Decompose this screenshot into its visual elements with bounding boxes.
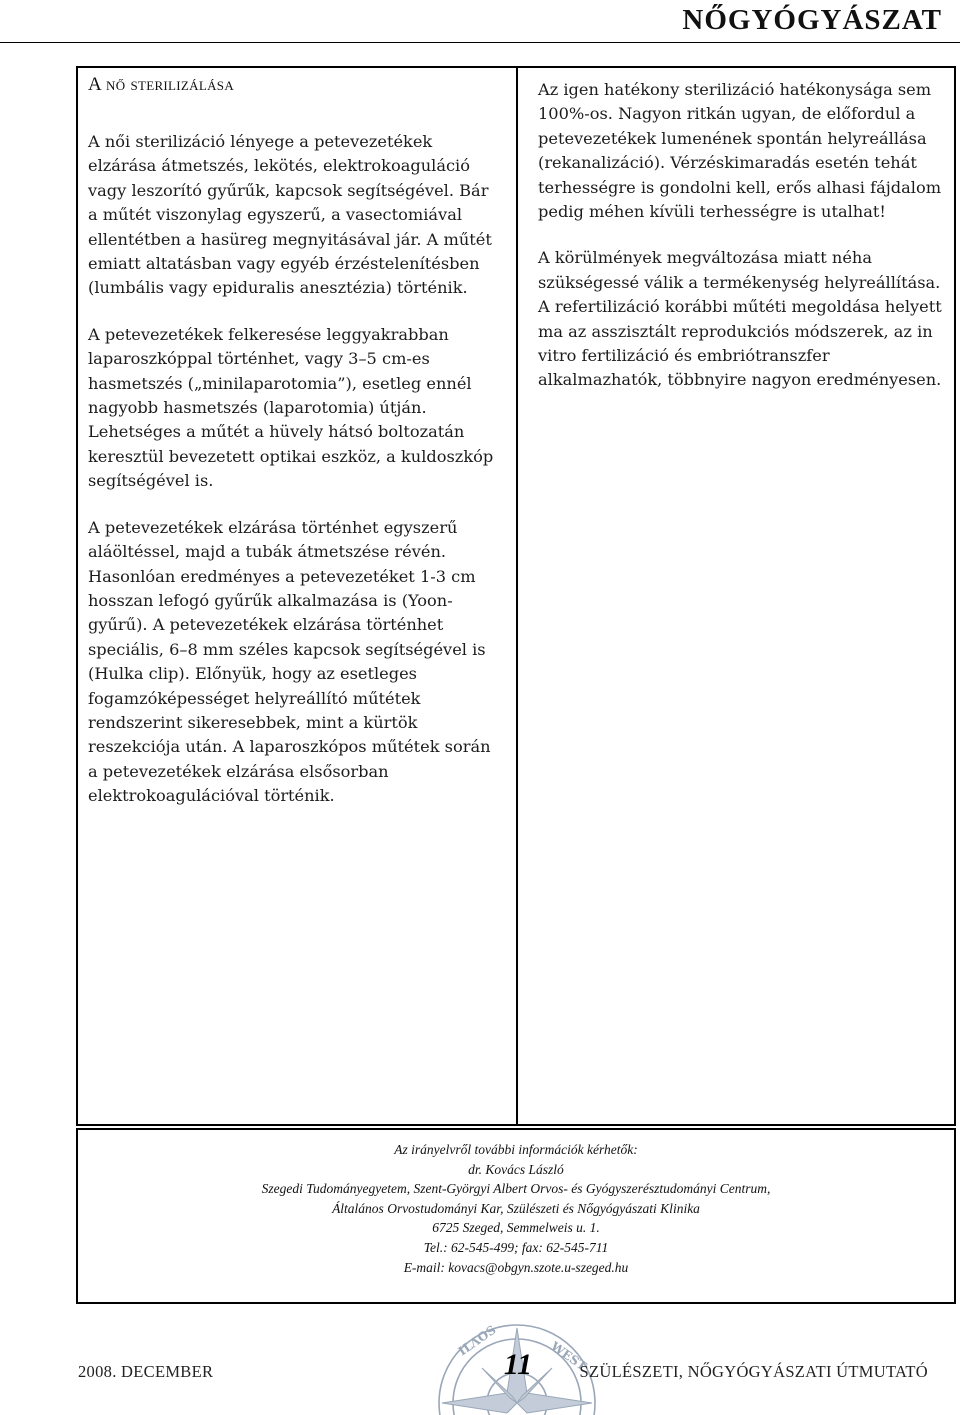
- column-divider: [516, 66, 518, 1126]
- paragraph-refertilization: A körülmények megváltozása miatt néha szükségessé válik a termékenység helyreállítása. A refertilizáció korábbi műtéti megoldása helyett ma az asszisztált reprodukciós módszerek, az in vitro fertilizáció és embriótranszfer alkalmazhatók, többnyire nagyon eredményesen.: [538, 248, 942, 390]
- svg-text:WEST: WEST: [548, 1338, 590, 1374]
- paragraph-surgical-access: A petevezetékek felkeresése leggyakrabban laparoszkóppal történhet, vagy 3–5 cm-es hasmetszés („minilaparotomia”), esetleg ennél nagyobb hasmetszés (laparotomia) útján. Lehetséges a műtét a hüvely hátsó boltozatán keresztül bevezetett optikai eszköz, a kuldoszkóp segítségével is.: [88, 324, 494, 491]
- contact-email: E-mail: kovacs@obgyn.szote.u-szeged.hu: [403, 1259, 629, 1275]
- footer-date: 2008. DECEMBER: [78, 1362, 214, 1381]
- contact-box: [76, 1128, 956, 1304]
- right-column: [538, 78, 948, 415]
- footer-publication-title: SZÜLÉSZETI, NŐGYÓGYÁSZATI ÚTMUTATÓ: [579, 1362, 928, 1381]
- contact-phone: Tel.: 62-545-499; fax: 62-545-711: [423, 1239, 609, 1255]
- contact-name: dr. Kovács László: [468, 1161, 564, 1177]
- paragraph-sterilization-overview: A női sterilizáció lényege a petevezetékek elzárása átmetszés, lekötés, elektrokoaguláció vagy leszorító gyűrűk, kapcsok segítségével. Bár a műtét viszonylag egyszerű, a vasectomiával ellentétben a hasüreg megnyitásával jár. A műtét emiatt altatásban vagy egyéb érzéstelenítésben (lumbális vagy epiduralis anesztézia) történik.: [88, 132, 492, 298]
- contact-institution-line-1: Szegedi Tudományegyetem, Szent-Györgyi Albert Orvos- és Gyógyszerésztudományi Centrum,: [261, 1181, 771, 1197]
- page-number: 11: [503, 1348, 533, 1381]
- paragraph-effectiveness: Az igen hatékony sterilizáció hatékonysága sem 100%-os. Nagyon ritkán ugyan, de előfordul a petevezetékek lumenének spontán helyreállása (rekanalizáció). Vérzéskimaradás esetén tehát terhességre is gondolni kell, erős alhasi fájdalom pedig méhen kívüli terhességre is utalhat!: [538, 80, 942, 222]
- contact-address: 6725 Szeged, Semmelweis u. 1.: [432, 1220, 600, 1236]
- section-heading: A nő sterilizálása: [88, 74, 235, 95]
- paragraph-occlusion-methods: A petevezetékek elzárása történhet egyszerű aláöltéssel, majd a tubák átmetszése révén. Hasonlóan eredményes a petevezetéket 1-3 cm hosszan lefogó gyűrűk alkalmazása is (Yoon-gyűrű). A petevezetékek elzárása történhet speciális, 6–8 mm széles kapcsok segítségével is (Hulka clip). Előnyük, hogy az esetleges fogamzóképességet helyreállító műtétek rendszerint sikeresebbek, mint a kürtök reszekciója után. A laparoszkópos műtétek során a petevezetékek elzárása elsősorban elektrokoagulációval történik.: [88, 517, 491, 806]
- contact-intro: Az irányelvről további információk kérhetők:: [394, 1142, 638, 1157]
- contact-institution-line-2: Általános Orvostudományi Kar, Szülészeti és Nőgyógyászati Klinika: [332, 1200, 700, 1216]
- page-header-title: NŐGYÓGYÁSZAT: [682, 4, 942, 36]
- left-column: [88, 74, 502, 831]
- svg-text:ILΛOS: ILΛOS: [455, 1322, 499, 1359]
- header-rule: [0, 42, 960, 43]
